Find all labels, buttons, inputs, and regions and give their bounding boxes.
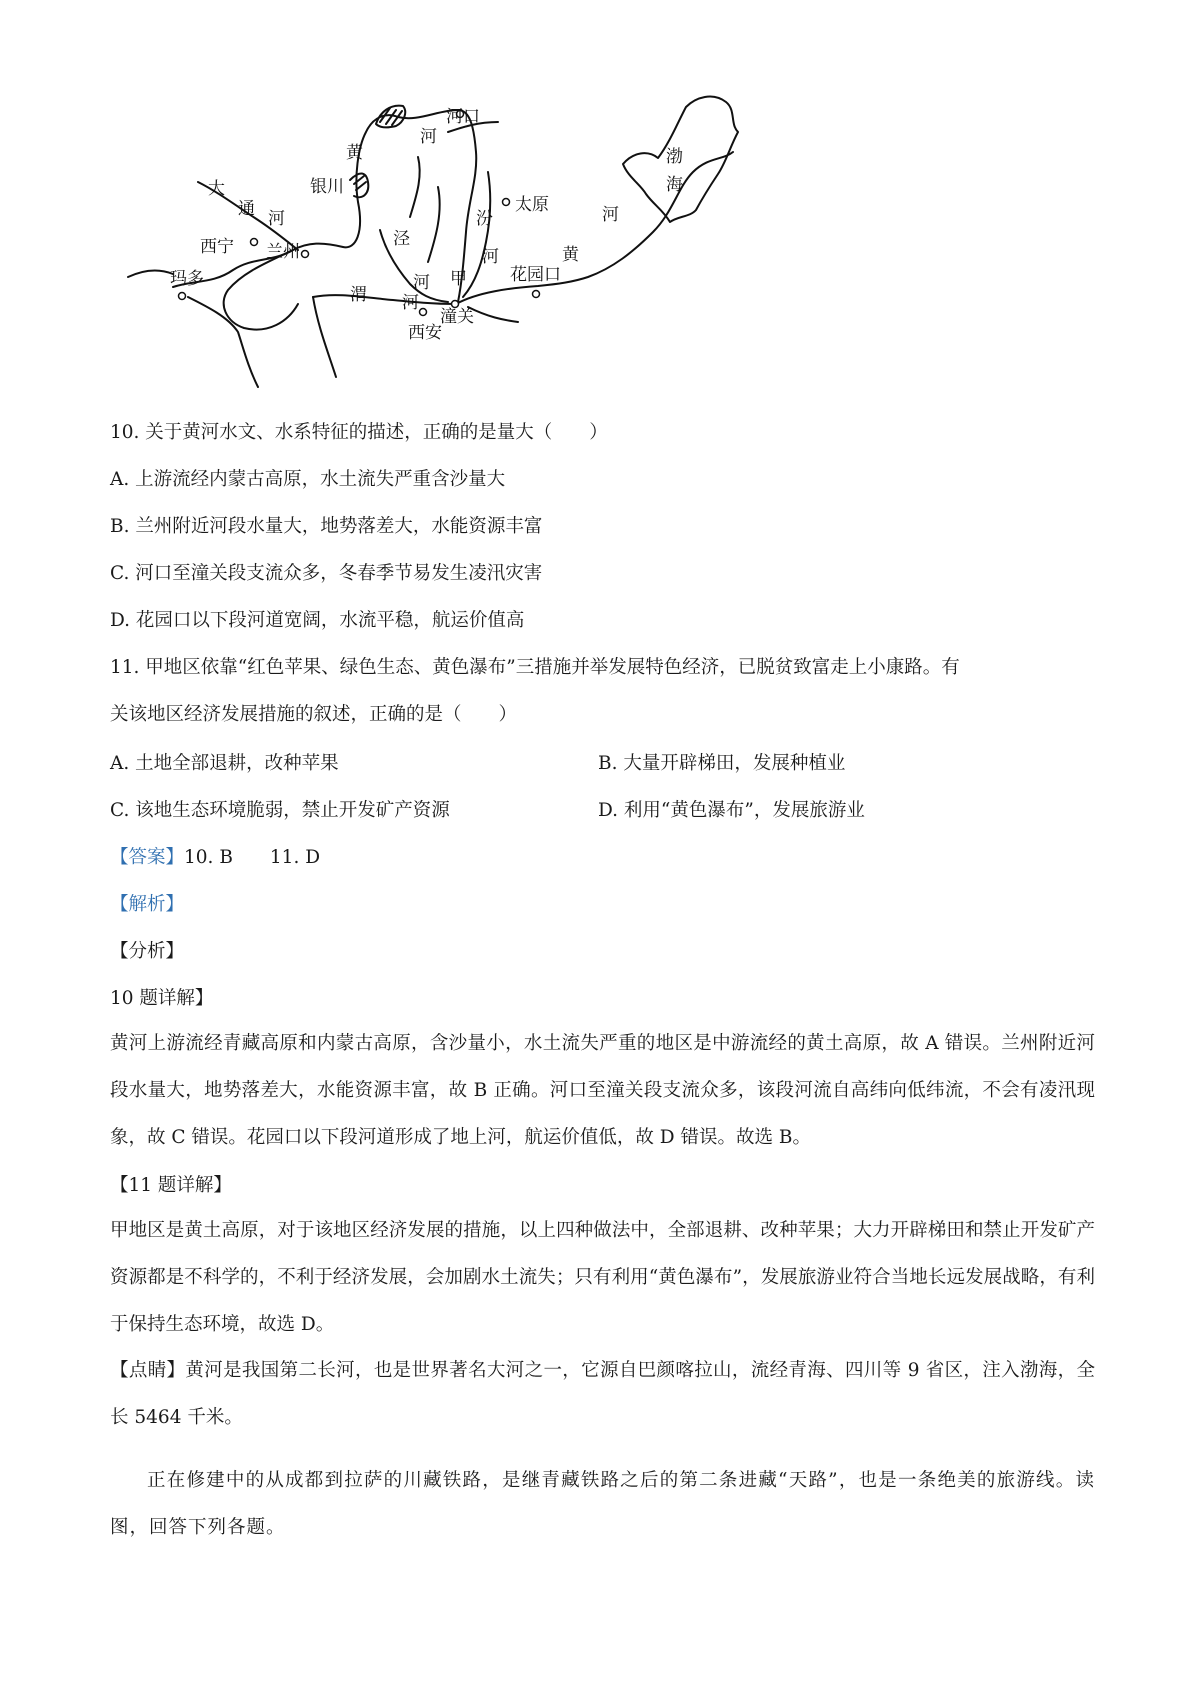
dianjing-label: 【点睛】 <box>110 1360 186 1381</box>
map-label-he4: 河 <box>413 273 430 293</box>
q10-stem: 10. 关于黄河水文、水系特征的描述，正确的是量大（ ） <box>110 422 608 443</box>
q11-stem-line2: 关该地区经济发展措施的叙述，正确的是（ ） <box>110 704 518 725</box>
q10-option-b: B. 兰州附近河段水量大，地势落差大，水能资源丰富 <box>110 516 543 537</box>
map-label-he2: 河 <box>268 209 285 229</box>
map-label-he5: 河 <box>402 293 419 313</box>
q11-stem-line1: 11. 甲地区依靠“红色苹果、绿色生态、黄色瀑布”三措施并举发展特色经济，已脱贫致富走上小康路。有 <box>110 657 960 678</box>
map-label-hekou: 河口 <box>446 107 480 127</box>
map-label-tong: 通 <box>238 199 255 219</box>
map-label-taiyuan: 太原 <box>515 195 549 215</box>
q11-option-a: A. 土地全部退耕，改种苹果 <box>110 753 339 774</box>
map-label-huayuankou: 花园口 <box>510 265 561 285</box>
yellow-river-map <box>118 92 838 410</box>
map-label-xian: 西安 <box>408 323 442 343</box>
detail11-title: 【11 题详解】 <box>110 1175 232 1196</box>
map-label-yinchuan: 银川 <box>310 177 344 197</box>
detail11-text: 甲地区是黄土高原，对于该地区经济发展的措施，以上四种做法中，全部退耕、改种苹果；大力开辟梯田和禁止开发矿产资源都是不科学的，不利于经济发展，会加剧水土流失；只有利用“黄色瀑布”，发展旅游业符合当地长远发展战略，有利于保持生态环境，故选 D。 <box>110 1220 1095 1335</box>
answer-label: 【答案】 <box>110 847 185 868</box>
map-label-huang: 黄 <box>346 143 363 163</box>
map-label-wei: 渭 <box>350 285 367 305</box>
map-label-da: 大 <box>208 179 225 199</box>
dianjing-paragraph <box>110 1347 1095 1441</box>
map-label-tongguan: 潼关 <box>440 307 474 327</box>
detail10-title: 10 题详解】 <box>110 988 214 1009</box>
next-intro: 正在修建中的从成都到拉萨的川藏铁路，是继青藏铁路之后的第二条进藏“天路”，也是一条绝美的旅游线。读图，回答下列各题。 <box>110 1470 1095 1538</box>
map-label-bohai-bo: 渤 <box>666 147 683 167</box>
map-label-xining: 西宁 <box>200 237 234 257</box>
map-label-bohai-hai: 海 <box>666 175 683 195</box>
q11-option-d: D. 利用“黄色瀑布”，发展旅游业 <box>598 800 865 821</box>
map-label-jing: 泾 <box>393 229 410 249</box>
map-label-he6: 河 <box>602 205 619 225</box>
dianjing-text: 黄河是我国第二长河，也是世界著名大河之一，它源自巴颜喀拉山，流经青海、四川等 9 省区，注入渤海，全长 5464 千米。 <box>110 1360 1095 1428</box>
map-label-maduo: 玛多 <box>170 269 204 289</box>
q11-option-b: B. 大量开辟梯田，发展种植业 <box>598 753 846 774</box>
q10-option-c: C. 河口至潼关段支流众多，冬春季节易发生凌汛灾害 <box>110 563 543 584</box>
q10-option-d: D. 花园口以下段河道宽阔，水流平稳，航运价值高 <box>110 610 525 631</box>
detail10-text: 黄河上游流经青藏高原和内蒙古高原，含沙量小，水土流失严重的地区是中游流经的黄土高原，故 A 错误。兰州附近河段水量大，地势落差大，水能资源丰富，故 B 正确。河口至潼关段支流众多，该段河流自高纬向低纬流，不会有凌汛现象，故 C 错误。花园口以下段河道形成了地上河，航运价值低，故 D 错误。故选 B。 <box>110 1033 1095 1148</box>
map-label-fen: 汾 <box>476 209 493 229</box>
fen-river <box>463 172 490 297</box>
map-label-jia: 甲 <box>450 269 467 289</box>
fenxi-label: 【分析】 <box>110 941 185 962</box>
map-label-huang2: 黄 <box>562 245 579 265</box>
answer-text: 10. B 11. D <box>184 847 321 868</box>
map-label-he: 河 <box>420 127 437 147</box>
answer-line <box>110 845 320 871</box>
analysis-label: 【解析】 <box>110 894 185 915</box>
q11-option-c: C. 该地生态环境脆弱，禁止开发矿产资源 <box>110 800 450 821</box>
map-label-lanzhou: 兰州 <box>266 242 300 262</box>
map-label-he3: 河 <box>482 247 499 267</box>
q10-option-a: A. 上游流经内蒙古高原，水土流失严重含沙量大 <box>110 469 506 490</box>
